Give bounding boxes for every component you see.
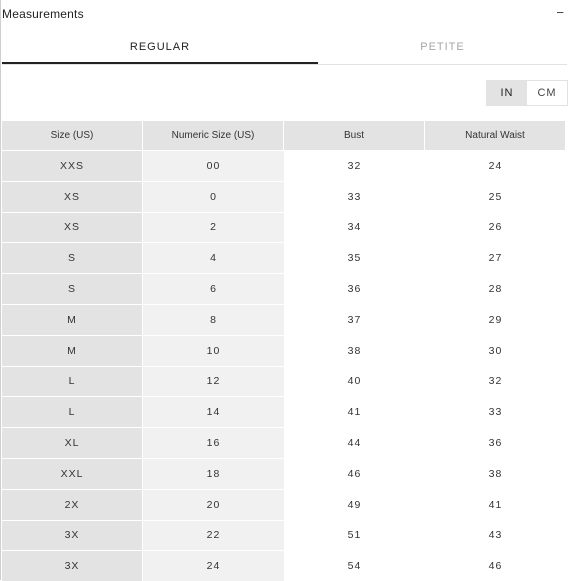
table-row [2,520,566,551]
cell-size: XXL [2,458,143,489]
tab-regular[interactable]: REGULAR [2,34,318,64]
cell-bust: 44 [284,427,425,458]
cell-size: XS [2,212,143,243]
column-header-bust: Bust [284,121,425,150]
table-row [2,212,566,243]
table-header-row [2,121,566,150]
cell-size: XS [2,181,143,212]
column-header-numeric-size: Numeric Size (US) [143,121,284,150]
cell-bust: 54 [284,550,425,581]
cell-natural-waist: 33 [425,396,566,427]
cell-numeric-size: 16 [143,427,284,458]
cell-numeric-size: 4 [143,242,284,273]
cell-size: L [2,366,143,397]
cell-natural-waist: 28 [425,273,566,304]
cell-natural-waist: 41 [425,489,566,520]
cell-size: 2X [2,489,143,520]
cell-bust: 51 [284,520,425,551]
unit-in-button[interactable]: IN [487,81,527,105]
cell-bust: 40 [284,366,425,397]
cell-numeric-size: 14 [143,396,284,427]
cell-numeric-size: 20 [143,489,284,520]
cell-size: S [2,242,143,273]
cell-natural-waist: 25 [425,181,566,212]
cell-bust: 32 [284,150,425,181]
unit-cm-button[interactable]: CM [527,81,567,105]
cell-bust: 33 [284,181,425,212]
cell-natural-waist: 26 [425,212,566,243]
table-row [2,366,566,397]
table-row [2,242,566,273]
size-chart-table [2,121,566,581]
cell-bust: 46 [284,458,425,489]
cell-natural-waist: 46 [425,550,566,581]
cell-bust: 36 [284,273,425,304]
table-row [2,489,566,520]
cell-bust: 41 [284,396,425,427]
table-row [2,335,566,366]
fit-tabs [2,34,567,65]
cell-natural-waist: 24 [425,150,566,181]
table-row [2,396,566,427]
cell-size: XXS [2,150,143,181]
cell-numeric-size: 00 [143,150,284,181]
measurements-header [2,0,578,28]
cell-size: M [2,335,143,366]
cell-numeric-size: 6 [143,273,284,304]
cell-size: XL [2,427,143,458]
column-header-natural-waist: Natural Waist [425,121,566,150]
table-row [2,427,566,458]
collapse-icon[interactable]: − [556,5,564,20]
cell-numeric-size: 24 [143,550,284,581]
cell-numeric-size: 12 [143,366,284,397]
table-row [2,273,566,304]
cell-size: L [2,396,143,427]
cell-natural-waist: 29 [425,304,566,335]
left-border [0,0,1,580]
cell-natural-waist: 38 [425,458,566,489]
cell-natural-waist: 27 [425,242,566,273]
cell-numeric-size: 8 [143,304,284,335]
cell-natural-waist: 32 [425,366,566,397]
column-header-size: Size (US) [2,121,143,150]
cell-natural-waist: 36 [425,427,566,458]
table-row [2,304,566,335]
cell-numeric-size: 18 [143,458,284,489]
cell-size: S [2,273,143,304]
cell-bust: 38 [284,335,425,366]
cell-numeric-size: 10 [143,335,284,366]
tab-petite[interactable]: PETITE [420,41,465,53]
cell-size: M [2,304,143,335]
cell-numeric-size: 2 [143,212,284,243]
table-row [2,458,566,489]
cell-numeric-size: 22 [143,520,284,551]
cell-natural-waist: 43 [425,520,566,551]
cell-bust: 37 [284,304,425,335]
cell-size: 3X [2,550,143,581]
section-title: Measurements [2,7,84,21]
cell-natural-waist: 30 [425,335,566,366]
cell-bust: 35 [284,242,425,273]
cell-numeric-size: 0 [143,181,284,212]
cell-size: 3X [2,520,143,551]
cell-bust: 49 [284,489,425,520]
table-row [2,150,566,181]
table-row [2,181,566,212]
cell-bust: 34 [284,212,425,243]
table-row [2,550,566,581]
unit-toggle [486,80,568,106]
